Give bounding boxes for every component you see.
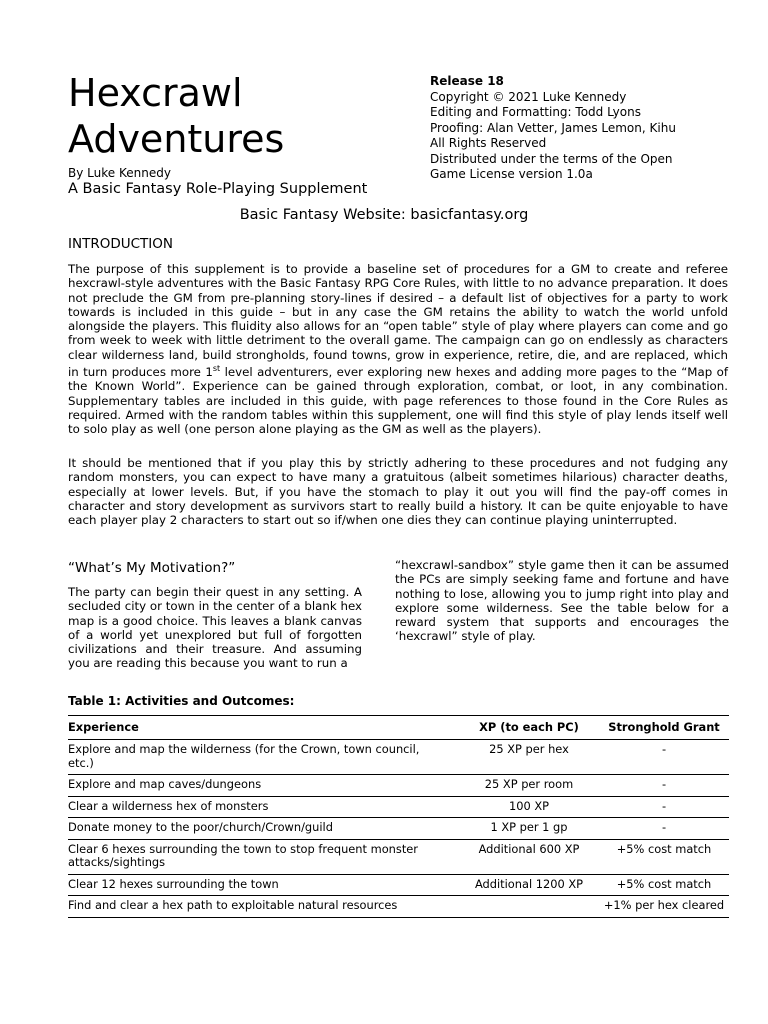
table-row <box>68 839 729 874</box>
table-row <box>68 896 729 918</box>
cell-experience: Explore and map caves/dungeons <box>68 775 459 797</box>
cell-experience: Donate money to the poor/church/Crown/guild <box>68 818 459 840</box>
cell-xp: 100 XP <box>459 796 599 818</box>
subtitle: A Basic Fantasy Role-Playing Supplement <box>68 181 368 197</box>
release-number: Release 18 <box>430 74 504 88</box>
header-stronghold-grant: Stronghold Grant <box>599 716 729 740</box>
motivation-right-column: “hexcrawl-sandbox” style game then it can be assumed the PCs are simply seeking fame and fortune and have nothing to lose, allowing you to jump right into play and explore some wilderness. See the table below for a reward system that supports and encourages the ‘hexcrawl” style of play. <box>395 558 729 644</box>
introduction-paragraph-2: It should be mentioned that if you play this by strictly adhering to these procedures and not fudging any random monsters, you can expect to have many a gratuitous (albeit sometimes hilarious) character deaths, especially at lower levels. But, if you have the stomach to play it out you will find the pay-off comes in character and story development as survivors start to really build a history. It can be quite enjoyable to have each player play 2 characters to start out so if/when one dies they can continue playing uninterrupted. <box>68 456 728 528</box>
copyright-line: Copyright © 2021 Luke Kennedy <box>430 89 627 104</box>
cell-grant: +1% per hex cleared <box>599 896 729 918</box>
table-row <box>68 796 729 818</box>
title-line-1: Hexcrawl <box>68 71 243 115</box>
title-line-2: Adventures <box>68 117 285 161</box>
document-title <box>68 70 284 162</box>
cell-xp: 25 XP per hex <box>459 740 599 775</box>
cell-grant: - <box>599 818 729 840</box>
cell-xp: Additional 600 XP <box>459 839 599 874</box>
license-line-1: Distributed under the terms of the Open <box>430 151 673 166</box>
editing-credit: Editing and Formatting: Todd Lyons <box>430 105 641 119</box>
rights-line: All Rights Reserved <box>430 136 547 150</box>
table-row <box>68 874 729 896</box>
cell-experience: Clear 12 hexes surrounding the town <box>68 874 459 896</box>
cell-experience: Clear a wilderness hex of monsters <box>68 796 459 818</box>
cell-experience: Explore and map the wilderness (for the Crown, town council, etc.) <box>68 740 459 775</box>
proofing-credit: Proofing: Alan Vetter, James Lemon, Kihu <box>430 120 676 135</box>
author-byline: By Luke Kennedy <box>68 166 171 180</box>
cell-xp: 25 XP per room <box>459 775 599 797</box>
ordinal-suffix: st <box>212 364 221 374</box>
license-line-2: Game License version 1.0a <box>430 167 593 181</box>
cell-grant: - <box>599 775 729 797</box>
website-line: Basic Fantasy Website: basicfantasy.org <box>239 207 529 223</box>
intro-p1-part-1: The purpose of this supplement is to provide a baseline set of procedures for a GM to create and referee hexcrawl-style adventures with the Basic Fantasy RPG Core Rules, with little to no advance preparation. It does not preclude the GM from pre-planning story-lines if desired – a default list of objectives for a party to work towards is included in this guide – but in any case the GM retains the ability to watch the world unfold alongside the players. This fluidity also allows for an “open table” style of play where players can come and go from week to week with little detriment to the overall game. The campaign can go on endlessly as characters clear wilderness land, build strongholds, found towns, grow in experience, retire, die, and are replaced, which in turn produces more 1 <box>68 262 728 379</box>
cell-xp: 1 XP per 1 gp <box>459 818 599 840</box>
cell-experience: Find and clear a hex path to exploitable natural resources <box>68 896 459 918</box>
activities-table <box>68 715 729 918</box>
cell-grant: - <box>599 740 729 775</box>
cell-grant: - <box>599 796 729 818</box>
cell-xp <box>459 896 599 918</box>
header-experience: Experience <box>68 716 459 740</box>
table-caption: Table 1: Activities and Outcomes: <box>68 694 295 708</box>
cell-experience: Clear 6 hexes surrounding the town to stop frequent monster attacks/sightings <box>68 839 459 874</box>
cell-xp: Additional 1200 XP <box>459 874 599 896</box>
cell-grant: +5% cost match <box>599 839 729 874</box>
header-xp: XP (to each PC) <box>459 716 599 740</box>
intro-p1-part-2: level adventurers, ever exploring new hexes and adding more pages to the “Map of the Known World”. Experience can be gained through exploration, combat, or loot, in any combination. Supplementary tables are included in this guide, with page references to those found in the Core Rules as required. Armed with the random tables within this supplement, one will find this style of play lends itself well to solo play as well (one person alone playing as the GM as well as the players). <box>68 365 728 437</box>
motivation-left-column: The party can begin their quest in any setting. A secluded city or town in the center of a blank hex map is a good choice. This leaves a blank canvas of a world yet unexplored but full of forgotten civilizations and their treasure. And assuming you are reading this because you want to run a <box>68 585 362 671</box>
table-header-row <box>68 716 729 740</box>
table-row <box>68 740 729 775</box>
table-row <box>68 818 729 840</box>
release-info <box>430 74 730 183</box>
cell-grant: +5% cost match <box>599 874 729 896</box>
introduction-heading: INTRODUCTION <box>68 236 173 252</box>
table-row <box>68 775 729 797</box>
introduction-paragraph-1 <box>68 262 728 436</box>
motivation-heading: “What’s My Motivation?” <box>68 560 236 576</box>
